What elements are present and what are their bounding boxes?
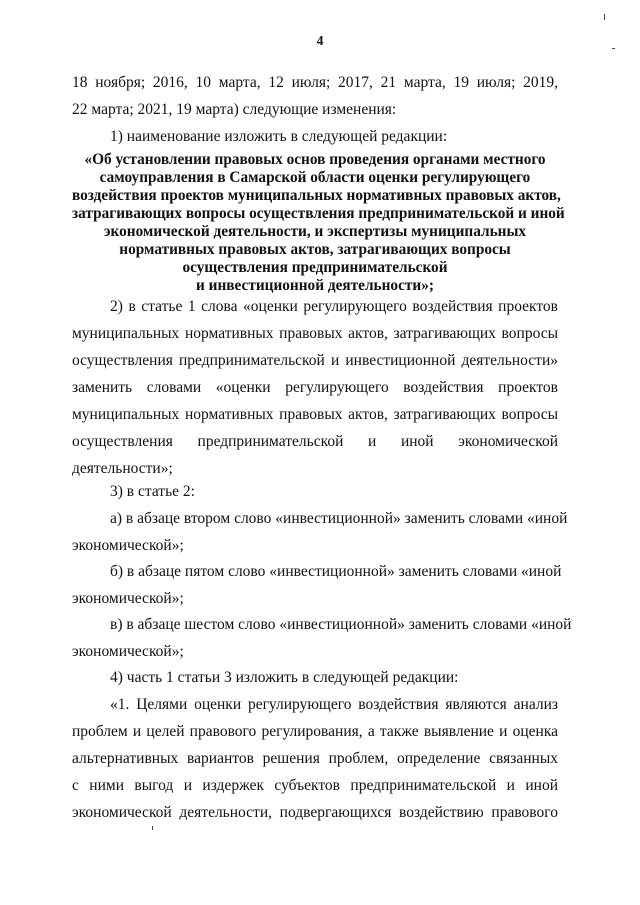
paragraph-3 [72,478,558,505]
text-line: 22 марта; 2021, 19 марта) следующие изменения: [72,101,397,118]
page-number: 4 [316,34,324,49]
paragraph-4 [72,664,558,691]
text-line: муниципальных нормативных правовых актов, затрагивающих вопросы [72,406,558,423]
title-line: затрагивающих вопросы осуществления предпринимательской и иной [72,205,565,222]
quoted-part [72,691,558,826]
text-line: б) в абзаце пятом слово «инвестиционной» заменить словами «иной [110,563,562,580]
title-line: самоуправления в Самарской области оценки регулирующего [99,169,531,186]
text-line: 4) часть 1 статьи 3 изложить в следующей редакции: [110,669,459,686]
text-line: альтернативных вариантов решения проблем, определение связанных [72,750,558,767]
text-line: «1. Целями оценки регулирующего воздействия являются анализ [110,696,558,713]
text-line: муниципальных нормативных правовых актов, затрагивающих вопросы [72,325,558,342]
title-line: и инвестиционной деятельности»; [196,277,434,294]
text-line: 18 ноября; 2016, 10 марта, 12 июля; 2017, 21 марта, 19 июля; 2019, [72,74,558,91]
title-line: экономической деятельности, и экспертизы муниципальных [103,223,527,240]
text-line: заменить словами «оценки регулирующего воздействия проектов [72,379,558,396]
text-line: экономической»; [72,537,184,554]
text-line: 2) в статье 1 слова «оценки регулирующего воздействия проектов [110,298,558,315]
scan-mark [604,14,605,20]
subparagraph-c [72,611,572,665]
text-line: осуществления предпринимательской и иной экономической [72,433,558,450]
scan-mark [152,826,153,830]
text-line: проблем и целей правового регулирования, а также выявление и оценка [72,723,558,740]
title-line: воздействия проектов муниципальных нормативных правовых актов, [72,187,561,204]
paragraph-2 [72,293,558,482]
scan-mark [612,48,615,49]
law-title [72,151,565,295]
text-line: с ними выгод и издержек субъектов предпринимательской и иной [72,777,558,794]
subparagraph-a [72,505,568,559]
title-line: осуществления предпринимательской [182,259,448,276]
text-line: осуществления предпринимательской и инвестиционной деятельности» [72,352,558,369]
text-line: экономической»; [72,643,184,660]
text-line: в) в абзаце шестом слово «инвестиционной» заменить словами «иной [110,616,572,633]
text-line: деятельности»; [72,460,173,477]
text-line: 3) в статье 2: [110,483,195,500]
text-line: 1) наименование изложить в следующей редакции: [110,128,448,145]
opening-text [72,69,558,150]
text-line: экономической»; [72,590,184,607]
title-line: нормативных правовых актов, затрагивающих вопросы [119,241,511,258]
text-line: экономической деятельности, подвергающихся воздействию правового [72,804,558,821]
subparagraph-b [72,558,562,612]
text-line: а) в абзаце втором слово «инвестиционной» заменить словами «иной [110,510,568,527]
title-line: «Об установлении правовых основ проведения органами местного [84,151,546,168]
